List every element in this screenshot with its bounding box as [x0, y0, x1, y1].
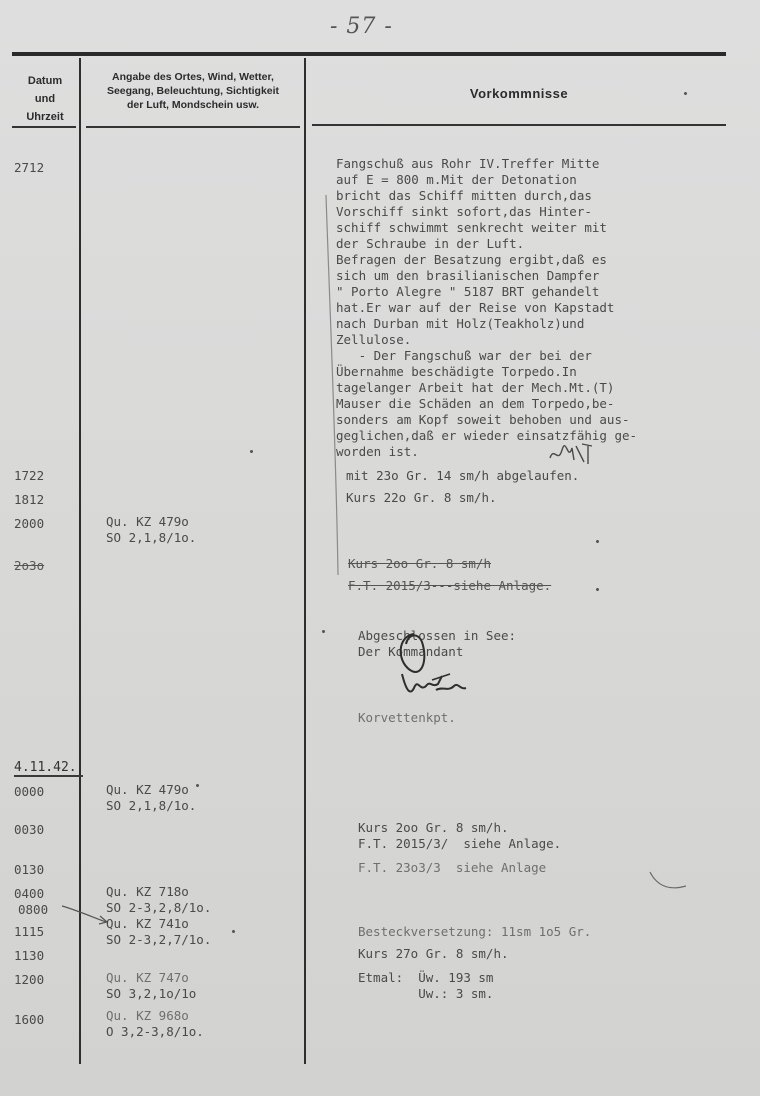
- entry-text-line: Kurs 2oo Gr. 8 sm/h.: [358, 820, 509, 835]
- entry-position-line: SO 2-3,2,8/1o.: [106, 900, 212, 915]
- entry-time: 1722: [14, 468, 45, 483]
- entry-position-line: SO 2-3,2,7/1o.: [106, 932, 212, 947]
- entry-text-line: sonders am Kopf soweit behoben und aus-: [336, 412, 630, 427]
- entry-text-line: tagelanger Arbeit hat der Mech.Mt.(T): [336, 380, 615, 395]
- entry-time: 0030: [14, 822, 45, 837]
- margin-pencil-line: [322, 195, 342, 575]
- entry-text-line: Vorschiff sinkt sofort,das Hinter-: [336, 204, 592, 219]
- paper-speck: [232, 930, 235, 933]
- header-rule-place: [86, 126, 300, 128]
- entry-text-line: Besteckversetzung: 11sm 1o5 Gr.: [358, 924, 592, 939]
- entry-time: 1115: [14, 924, 45, 939]
- paper-speck: [196, 784, 199, 787]
- handwritten-initials-mark: [548, 440, 600, 468]
- struck-text-line: Kurs 2oo Gr. 8 sm/h: [348, 556, 491, 571]
- header-events: Vorkommnisse: [469, 86, 569, 101]
- entry-time-struck: 2o3o: [14, 558, 45, 573]
- entry-time: 0000: [14, 784, 45, 799]
- column-divider-2: [304, 58, 306, 1064]
- closing-line: Abgeschlossen in See:: [358, 628, 517, 643]
- entry-position-line: Qu. KZ 741o: [106, 916, 189, 931]
- header-date-time: Datum und Uhrzeit: [26, 75, 64, 123]
- header-rule-date: [12, 126, 76, 128]
- header-top-rule: [12, 52, 726, 56]
- entry-text-line: auf E = 800 m.Mit der Detonation: [336, 172, 577, 187]
- entry-position-line: Qu. KZ 747o: [106, 970, 189, 985]
- commander-signature: [392, 630, 472, 704]
- struck-text-line: F.T. 2015/3---siehe Anlage.: [348, 578, 552, 593]
- entry-text-line: Zellulose.: [336, 332, 412, 347]
- entry-text-line: sich um den brasilianischen Dampfer: [336, 268, 600, 283]
- entry-text-line: F.T. 2015/3/ siehe Anlage.: [358, 836, 562, 851]
- entry-text-line: worden ist.: [336, 444, 419, 459]
- log-date: 4.11.42.: [14, 760, 83, 777]
- entry-text-line: mit 23o Gr. 14 sm/h abgelaufen.: [346, 468, 580, 483]
- entry-time: 1130: [14, 948, 45, 963]
- entry-text-line: Kurs 27o Gr. 8 sm/h.: [358, 946, 509, 961]
- entry-text-line: Uw.: 3 sm.: [358, 986, 494, 1001]
- entry-time: 1200: [14, 972, 45, 987]
- pencil-arrow-mark: [60, 902, 112, 928]
- paper-speck: [322, 630, 325, 633]
- entry-text-line: Übernahme beschädigte Torpedo.In: [336, 364, 577, 379]
- paper-speck: [684, 92, 687, 95]
- closing-line: Der Kommandant: [358, 644, 464, 659]
- entry-time: 0400: [14, 886, 45, 901]
- entry-time: 1812: [14, 492, 45, 507]
- header-place-weather: Angabe des Ortes, Wind, Wetter, Seegang, Beleuchtung, Sichtigkeit der Luft, Mondschein usw.: [106, 71, 280, 111]
- entry-text-line: bricht das Schiff mitten durch,das: [336, 188, 592, 203]
- entry-text-line: " Porto Alegre " 5187 BRT gehandelt: [336, 284, 600, 299]
- entry-time: 0800: [18, 902, 49, 917]
- entry-text-line: Mauser die Schäden an dem Torpedo,be-: [336, 396, 615, 411]
- entry-time: 2712: [14, 160, 45, 175]
- entry-position-line: Qu. KZ 479o: [106, 514, 189, 529]
- entry-text-line: F.T. 23o3/3 siehe Anlage: [358, 860, 547, 875]
- entry-text-line: geglichen,daß er wieder einsatzfähig ge-: [336, 428, 638, 443]
- entry-position-line: Qu. KZ 718o: [106, 884, 189, 899]
- entry-text-line: Kurs 22o Gr. 8 sm/h.: [346, 490, 497, 505]
- rank-line: Korvettenkpt.: [358, 710, 456, 725]
- entry-text-line: schiff schwimmt senkrecht weiter mit: [336, 220, 607, 235]
- entry-text-line: - Der Fangschuß war der bei der: [336, 348, 592, 363]
- entry-position-line: Qu. KZ 968o: [106, 1008, 189, 1023]
- entry-position-line: SO 3,2,1o/1o: [106, 986, 197, 1001]
- entry-text-line: Etmal: Üw. 193 sm: [358, 970, 494, 985]
- entry-position-line: SO 2,1,8/1o.: [106, 530, 197, 545]
- paper-speck: [596, 540, 599, 543]
- entry-text-line: der Schraube in der Luft.: [336, 236, 525, 251]
- entry-text-line: Befragen der Besatzung ergibt,daß es: [336, 252, 607, 267]
- entry-text-line: hat.Er war auf der Reise von Kapstadt: [336, 300, 615, 315]
- entry-time: 2000: [14, 516, 45, 531]
- entry-time: 1600: [14, 1012, 45, 1027]
- header-rule-events: [312, 124, 726, 126]
- page-number: - 57 -: [330, 14, 393, 39]
- entry-text-line: nach Durban mit Holz(Teakholz)und: [336, 316, 585, 331]
- entry-position-line: Qu. KZ 479o: [106, 782, 189, 797]
- paper-speck: [250, 450, 253, 453]
- entry-position-line: SO 2,1,8/1o.: [106, 798, 197, 813]
- entry-position-line: O 3,2-3,8/1o.: [106, 1024, 204, 1039]
- entry-time: 0130: [14, 862, 45, 877]
- entry-text-line: Fangschuß aus Rohr IV.Treffer Mitte: [336, 156, 600, 171]
- paper-speck: [596, 588, 599, 591]
- pencil-curve-mark: [648, 870, 688, 892]
